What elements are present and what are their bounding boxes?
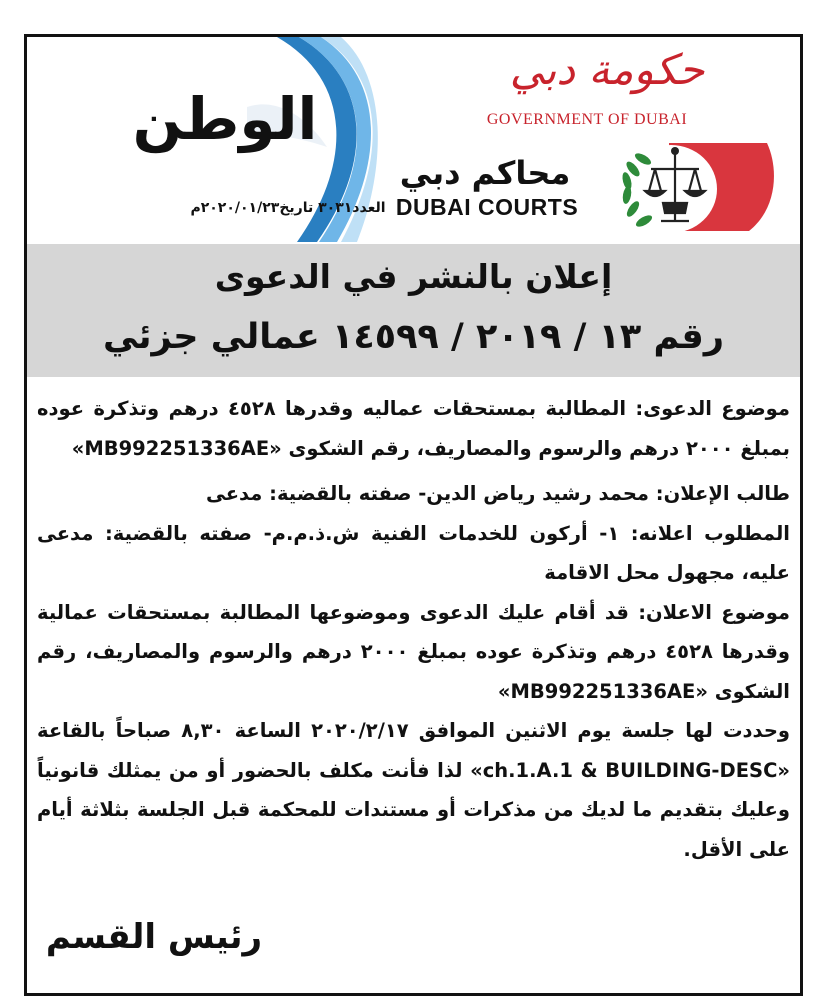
- case-subject-paragraph: موضوع الدعوى: المطالبة بمستحقات عماليه وقدرها ٤٥٢٨ درهم وتذكرة عوده بمبلغ ٢٠٠٠ درهم والرسوم والمصاريف، رقم الشكوى «MB992251336AE»: [37, 397, 790, 460]
- signature-title: رئيس القسم: [45, 917, 263, 957]
- case-number: رقم ١٣ / ٢٠١٩ / ١٤٥٩٩ عمالي جزئي: [102, 317, 724, 357]
- newspaper-name: الوطن: [132, 85, 318, 153]
- government-name-english: GOVERNMENT OF DUBAI: [486, 111, 688, 128]
- announcement-title: إعلان بالنشر في الدعوى: [214, 257, 613, 296]
- requester-paragraph: طالب الإعلان: محمد رشيد رياض الدين- صفته بالقضية: مدعى: [205, 482, 790, 505]
- government-name-arabic: حكومة دبي: [509, 45, 705, 94]
- hearing-paragraph: وحددت لها جلسة يوم الاثنين الموافق ٢٠٢٠/٢/١٧ الساعة ٨,٣٠ صباحاً بالقاعة «ch.1.A.1 & BUILDING-DESC» لذا فأنت مكلف بالحضور أو من يمثلك قانونياً وعليك بتقديم ما لديك من مذكرات أو مستندات للمحكمة قبل الجلسة بثلاثة أيام على الأقل.: [37, 719, 790, 861]
- respondent-paragraph: المطلوب اعلانه: ١- أركون للخدمات الفنية ش.ذ.م.م- صفته بالقضية: مدعى عليه، مجهول محل الاقامة: [37, 521, 790, 584]
- scales-of-justice-icon: [599, 139, 779, 235]
- announcement-body: [37, 389, 790, 869]
- courts-name-english: DUBAI COURTS: [395, 194, 579, 220]
- notice-subject-paragraph: موضوع الاعلان: قد أقام عليك الدعوى وموضوعها المطالبة بمستحقات عمالية وقدرها ٤٥٢٨ درهم وتذكرة عوده بمبلغ ٢٠٠٠ درهم والرسوم والمصاريف، رقم الشكوى «MB992251336AE»: [37, 600, 790, 703]
- header: [27, 37, 800, 242]
- announcement-frame: [24, 34, 803, 996]
- title-band: [27, 244, 800, 377]
- issue-info: العدد٣٠٣١ تاريخ٢٠٢٠/٠١/٢٣م: [190, 200, 386, 216]
- courts-name-arabic: محاكم دبي: [399, 154, 571, 192]
